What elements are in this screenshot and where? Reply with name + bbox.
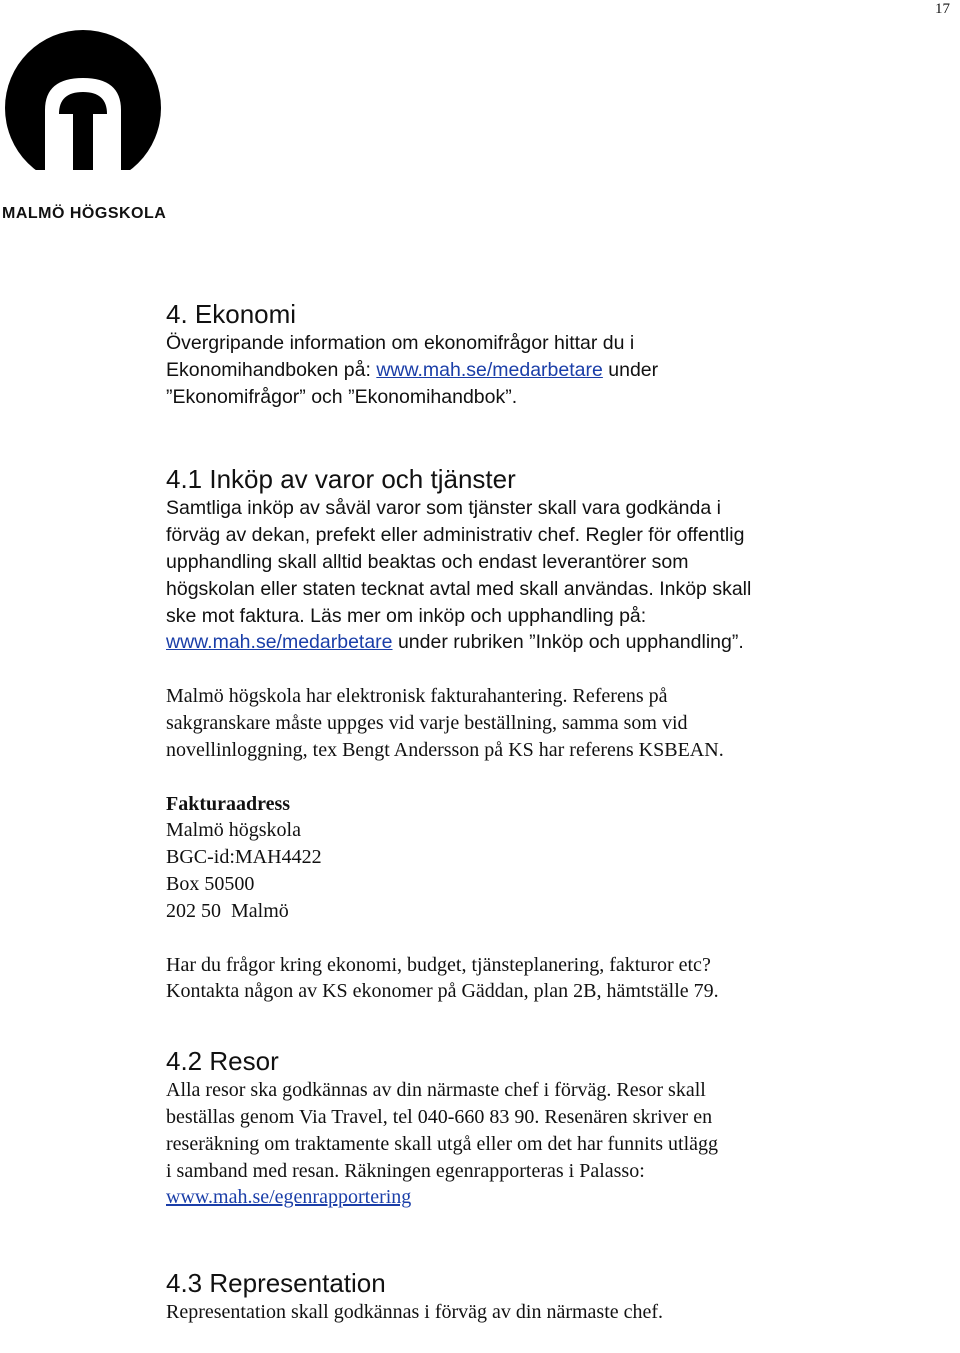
logo-emblem-icon <box>0 30 170 175</box>
logo-wordmark: MALMÖ HÖGSKOLA <box>2 205 167 222</box>
intro-line-3: ”Ekonomifrågor” och ”Ekonomihandbok”. <box>166 385 518 408</box>
heading-representation: 4.3 Representation <box>166 1268 386 1299</box>
intro-line-2-pre: Ekonomihandboken på: <box>166 358 377 381</box>
address-line: 202 50 Malmö <box>166 899 289 922</box>
address-line: BGC-id:MAH4422 <box>166 846 322 869</box>
inkop-line: Samtliga inköp av såväl varor som tjänster skall vara godkända i <box>166 497 721 520</box>
address-line: Malmö högskola <box>166 819 301 842</box>
resor-line: i samband med resan. Räkningen egenrapporteras i Palasso: <box>166 1159 645 1182</box>
intro-line-1: Övergripande information om ekonomifrågor hittar du i <box>166 332 635 354</box>
inkop-line: förväg av dekan, prefekt eller administrativ chef. Regler för offentlig <box>166 524 745 547</box>
contact-paragraph <box>166 952 826 1006</box>
representation-paragraph <box>166 1299 826 1326</box>
heading-ekonomi: 4. Ekonomi <box>166 299 297 329</box>
intro-line-2 <box>166 357 826 384</box>
medarbetare-link[interactable]: www.mah.se/medarbetare <box>376 358 603 381</box>
inkop-link-post: under rubriken ”Inköp och upphandling”. <box>392 631 744 654</box>
malmo-hogskola-logo <box>0 30 170 230</box>
egenrapportering-link[interactable]: www.mah.se/egenrapportering <box>166 1186 412 1209</box>
contact-line: Har du frågor kring ekonomi, budget, tjänsteplanering, fakturor etc? <box>166 953 711 976</box>
inkop-medarbetare-link[interactable]: www.mah.se/medarbetare <box>166 631 393 654</box>
intro-paragraph <box>166 330 826 410</box>
fakturaadress-block <box>166 791 826 925</box>
address-line: Box 50500 <box>166 872 255 895</box>
fakturaadress-title: Fakturaadress <box>166 792 291 815</box>
resor-line: beställas genom Via Travel, tel 040-660 83 90. Resenären skriver en <box>166 1105 713 1128</box>
inkop-link-line <box>166 629 826 656</box>
faktura-line: novellinloggning, tex Bengt Andersson på KS har referens KSBEAN. <box>166 738 724 761</box>
resor-link-line <box>166 1184 826 1211</box>
page-number: 17 <box>935 1 950 17</box>
intro-line-2-post: under <box>602 358 659 381</box>
heading-resor: 4.2 Resor <box>166 1046 279 1077</box>
document-body <box>166 298 826 1326</box>
inkop-line: upphandling skall alltid beaktas och endast leverantörer som <box>166 550 689 573</box>
faktura-line: sakgranskare måste uppges vid varje beställning, samma som vid <box>166 711 688 734</box>
representation-line: Representation skall godkännas i förväg av din närmaste chef. <box>166 1301 664 1324</box>
contact-line: Kontakta någon av KS ekonomer på Gäddan, plan 2B, hämtställe 79. <box>166 980 719 1003</box>
faktura-paragraph <box>166 683 826 763</box>
heading-inkop: 4.1 Inköp av varor och tjänster <box>166 464 516 495</box>
resor-line: reseräkning om traktamente skall utgå eller om det har funnits utlägg <box>166 1132 719 1155</box>
inkop-paragraph <box>166 495 826 656</box>
faktura-line: Malmö högskola har elektronisk fakturahantering. Referens på <box>166 685 668 708</box>
resor-line: Alla resor ska godkännas av din närmaste chef i förväg. Resor skall <box>166 1079 706 1102</box>
inkop-line: ske mot faktura. Läs mer om inköp och upphandling på: <box>166 604 647 627</box>
inkop-line: högskolan eller staten tecknat avtal med skall användas. Inköp skall <box>166 577 752 600</box>
resor-paragraph <box>166 1077 826 1211</box>
